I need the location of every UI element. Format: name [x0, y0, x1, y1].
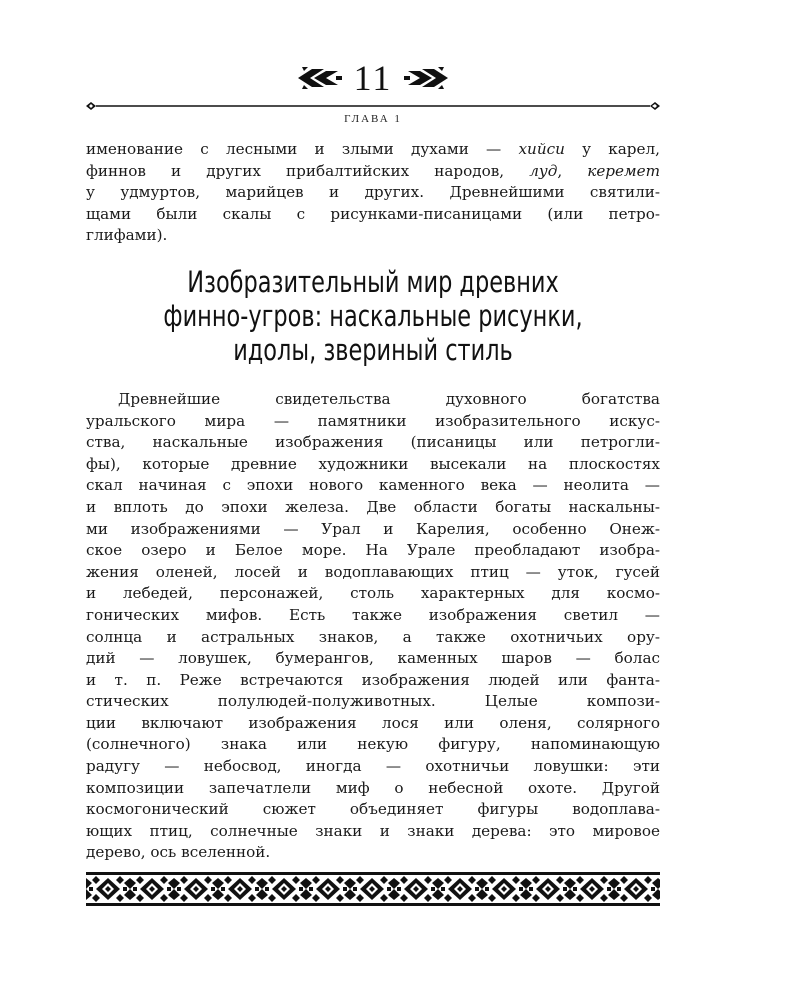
left-ornament-icon	[298, 65, 342, 91]
text-line: ции включают изображения лося или оленя, солярного	[86, 713, 660, 732]
text-line: фы), которые древние художники высекали на плоскостях	[86, 454, 660, 473]
text-line: именование с лесными и злыми духами — хийси у карел,	[86, 140, 660, 158]
text-line: уральского мира — памятники изобразительного искус-	[86, 411, 660, 430]
text-line: глифами).	[86, 226, 168, 245]
section-title-line: финно-угров: наскальные рисунки,	[163, 298, 583, 333]
text-line: дерево, ось вселенной.	[86, 843, 271, 862]
section-title-line: идолы, звериный стиль	[233, 332, 513, 367]
text-line: жения оленей, лосей и водоплавающих птиц — уток, гусей	[86, 562, 660, 581]
text-line: у удмуртов, марийцев и других. Древнейшими святили-	[86, 183, 660, 202]
section-title-line: Изобразительный мир древних	[187, 264, 559, 299]
text-line: ское озеро и Белое море. На Урале преобладают изобра-	[86, 541, 660, 560]
text-line: ми изображениями — Урал и Карелия, особенно Онеж-	[86, 519, 660, 538]
book-page	[86, 58, 660, 864]
text-line: скал начиная с эпохи нового каменного века — неолита —	[86, 476, 660, 495]
body-paragraph	[86, 389, 660, 864]
header-rule	[86, 100, 660, 112]
text-line: радугу — небосвод, иногда — охотничьи ловушки: эти	[86, 757, 660, 776]
text-line: стических полулюдей-полуживотных. Целые компози-	[86, 692, 660, 711]
text-line: ства, наскальные изображения (писаницы или петрогли-	[86, 433, 660, 452]
text-line: (солнечного) знака или некую фигуру, напоминающую	[86, 735, 660, 754]
right-ornament-icon	[404, 65, 448, 91]
italic-term: керемет	[587, 161, 660, 180]
text-line: солнца и астральных знаков, а также охотничьих ору-	[86, 627, 660, 646]
text-line: щами были скалы с рисунками-писаницами (или петро-	[86, 204, 660, 223]
intro-paragraph	[86, 139, 660, 247]
italic-term: луд	[529, 161, 558, 180]
text-line: гонических мифов. Есть также изображения светил —	[86, 605, 660, 624]
text-line: финнов и других прибалтийских народов, луд, керемет	[86, 161, 660, 180]
page-header	[86, 58, 660, 98]
ornamental-border-icon	[86, 872, 660, 906]
text-line: дий — ловушек, бумерангов, каменных шаров — болас	[86, 649, 660, 668]
text-line: и вплоть до эпохи железа. Две области богаты наскальны-	[86, 497, 660, 516]
text-line: и лебедей, персонажей, столь характерных для космо-	[86, 584, 660, 603]
section-title	[126, 265, 620, 367]
text-line: космогонический сюжет объединяет фигуры водоплава-	[86, 800, 660, 819]
text-line: ющих птиц, солнечные знаки и знаки дерева: это мировое	[86, 821, 660, 840]
italic-term: хийси	[518, 140, 565, 158]
text-line: Древнейшие свидетельства духовного богатства	[118, 389, 660, 408]
chapter-label: ГЛАВА 1	[344, 113, 402, 125]
page-number: 11	[353, 58, 393, 98]
text-line: композиции запечатлели миф о небесной охоте. Другой	[86, 778, 660, 797]
header-rule-line-icon	[86, 100, 660, 112]
text-line: и т. п. Реже встречаются изображения людей или фанта-	[86, 670, 660, 689]
